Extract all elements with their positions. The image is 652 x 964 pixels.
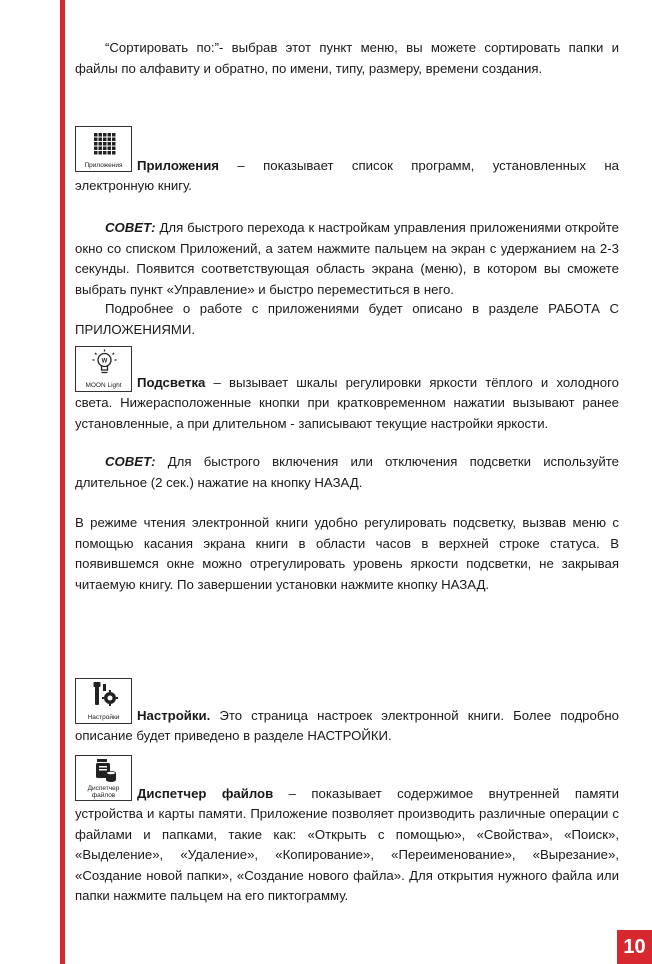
- apps-desc-line2: электронную книгу.: [75, 178, 192, 193]
- apps-tip-label: СОВЕТ:: [105, 220, 156, 235]
- light-tip-text: Для быстрого включения или отключения подсветки используйте длительное (2 сек.) нажатие на кнопку НАЗАД.: [75, 454, 619, 490]
- light-desc-cont: света. Нижерасположенные кнопки при кратковременном нажатии вызывают ранее установленные, а при длительном - записывают текущие настройки яркости.: [75, 395, 619, 431]
- light-desc-line1: [75, 373, 619, 394]
- settings-icon-label: Настройки: [87, 714, 120, 721]
- svg-text:W: W: [101, 358, 108, 365]
- files-desc-rest: – показывает содержимое внутренней памяти: [273, 786, 620, 801]
- files-desc-cont: устройства и карты памяти. Приложение позволяет производить различные операции с файлами и папками, такие как: «Открыть с помощью», «Свойства», «Поиск», «Выделение», «Удаление», «Копирование», «Переименование», «Вырезание», «Создание новой папки», «Создание нового файла». Для открытия нужного файла или папки нажмите пальцем на его пиктограмму.: [75, 806, 619, 903]
- settings-desc-line2: описание будет приведено в разделе НАСТРОЙКИ.: [75, 728, 392, 743]
- apps-title: Приложения: [137, 158, 220, 173]
- light-desc-rest: – вызывает шкалы регулировки яркости тёплого и холодного: [205, 375, 619, 390]
- light-reading-paragraph: В режиме чтения электронной книги удобно регулировать подсветку, вызвав меню с помощью касания экрана книги в области часов в верхней строке статуса. В появившемся окне можно отрегулировать уровень яркости подсветки, не закрывая читаемую книгу. По завершении установки нажмите кнопку НАЗАД.: [75, 515, 619, 592]
- settings-title: Настройки.: [137, 708, 211, 723]
- files-desc-line1: [75, 784, 619, 805]
- settings-desc-rest: Это страница настроек электронной книги. Более подробно: [210, 708, 619, 723]
- files-icon-label: Диспетчер файлов: [87, 785, 120, 799]
- settings-desc-line1: [75, 706, 619, 727]
- light-tip: [75, 452, 619, 493]
- light-tip-label: СОВЕТ:: [105, 454, 156, 469]
- apps-desc-rest: – показывает список программ, установленных на: [219, 158, 619, 173]
- apps-more: Подробнее о работе с приложениями будет описано в разделе РАБОТА С ПРИЛОЖЕНИЯМИ.: [75, 301, 619, 337]
- light-title: Подсветка: [137, 375, 206, 390]
- apps-tip-text: Для быстрого перехода к настройкам управления приложениями откройте окно со списком Приложений, а затем нажмите пальцем на экран с удержанием на 2-3 секунды. Появится соответствующая область экрана (меню), в котором вы сможете выбрать пункт «Управление» и быстро переместиться в него.: [75, 220, 619, 297]
- apps-icon-label: Приложения: [84, 162, 123, 169]
- apps-desc-line1: [75, 156, 619, 177]
- file-manager-icon: [76, 756, 133, 784]
- page-number: 10: [617, 930, 652, 964]
- light-icon-label: MOON Light: [85, 382, 122, 389]
- sort-paragraph: “Сортировать по:”- выбрав этот пункт меню, вы можете сортировать папки и файлы по алфавиту и обратно, по имени, типу, размеру, времени создания.: [75, 40, 619, 76]
- apps-tip: [75, 218, 619, 300]
- files-title: Диспетчер файлов: [137, 786, 274, 801]
- red-margin-bar: [60, 0, 65, 964]
